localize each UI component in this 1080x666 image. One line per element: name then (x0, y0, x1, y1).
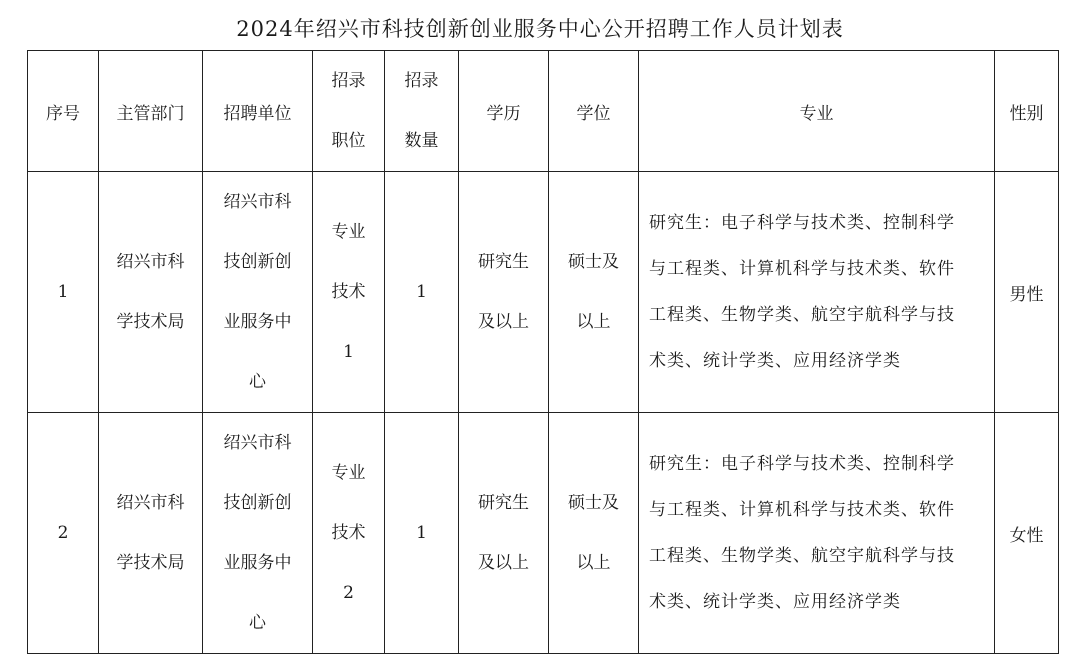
recruitment-plan-table (27, 50, 1059, 654)
cell-education: 研究生 及以上 (459, 172, 549, 413)
header-dept: 主管部门 (99, 51, 203, 172)
cell-unit: 绍兴市科 技创新创 业服务中 心 (203, 172, 313, 413)
cell-dept: 绍兴市科 学技术局 (99, 172, 203, 413)
header-position: 招录 职位 (313, 51, 385, 172)
table-row (28, 172, 1059, 413)
cell-major: 研究生：电子科学与技术类、控制科学 与工程类、计算机科学与技术类、软件 工程类、生物学类、航空宇航科学与技 术类、统计学类、应用经济学类 (639, 172, 995, 413)
header-education: 学历 (459, 51, 549, 172)
header-row (28, 51, 1059, 172)
cell-position: 专业 技术 2 (313, 413, 385, 654)
cell-gender: 男性 (995, 172, 1059, 413)
header-major: 专业 (639, 51, 995, 172)
cell-major: 研究生：电子科学与技术类、控制科学 与工程类、计算机科学与技术类、软件 工程类、生物学类、航空宇航科学与技 术类、统计学类、应用经济学类 (639, 413, 995, 654)
cell-position: 专业 技术 1 (313, 172, 385, 413)
page-title: 2024年绍兴市科技创新创业服务中心公开招聘工作人员计划表 (236, 17, 844, 41)
header-no: 序号 (28, 51, 99, 172)
cell-education: 研究生 及以上 (459, 413, 549, 654)
cell-degree: 硕士及 以上 (549, 413, 639, 654)
cell-no: 1 (28, 172, 99, 413)
header-gender: 性别 (995, 51, 1059, 172)
cell-unit: 绍兴市科 技创新创 业服务中 心 (203, 413, 313, 654)
header-count: 招录 数量 (385, 51, 459, 172)
cell-dept: 绍兴市科 学技术局 (99, 413, 203, 654)
cell-no: 2 (28, 413, 99, 654)
header-unit: 招聘单位 (203, 51, 313, 172)
cell-count: 1 (385, 172, 459, 413)
cell-degree: 硕士及 以上 (549, 172, 639, 413)
table-row (28, 413, 1059, 654)
cell-gender: 女性 (995, 413, 1059, 654)
cell-count: 1 (385, 413, 459, 654)
header-degree: 学位 (549, 51, 639, 172)
